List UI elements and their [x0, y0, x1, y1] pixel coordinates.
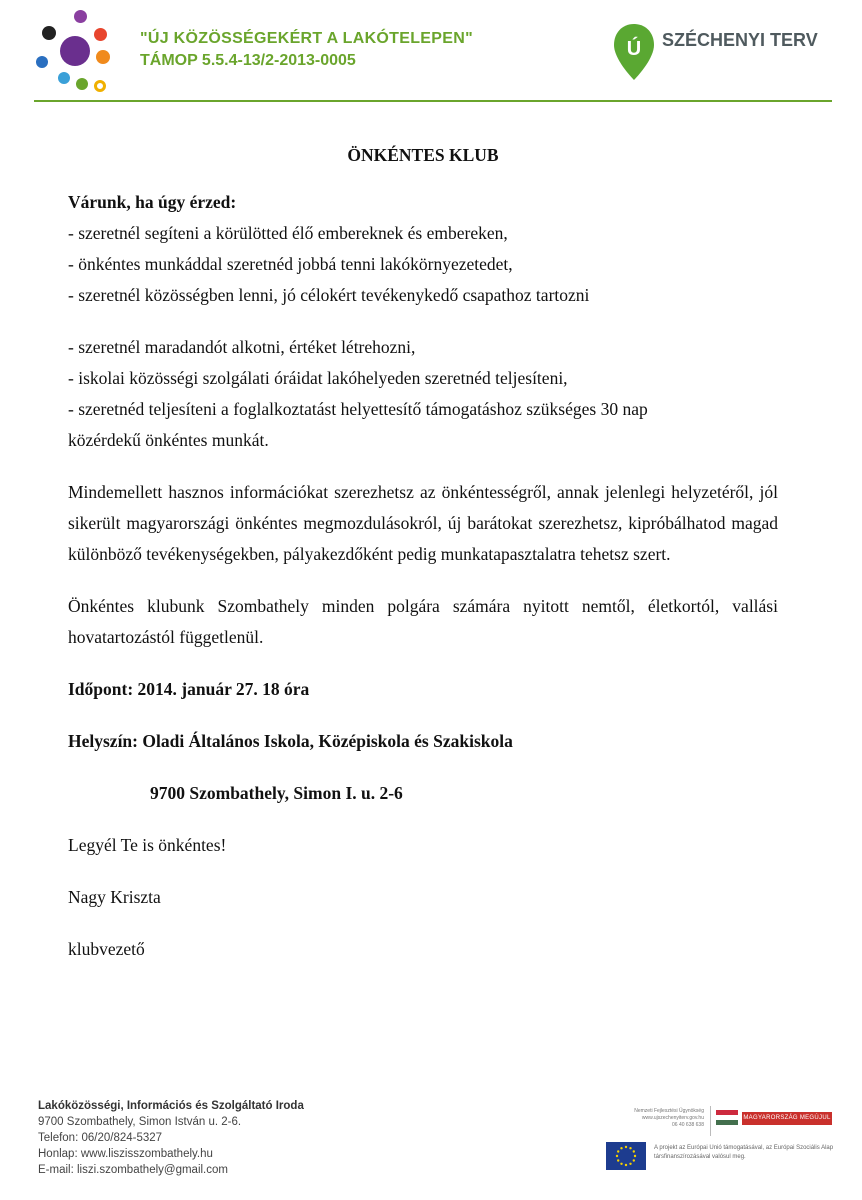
- footer-org: Lakóközösségi, Információs és Szolgáltató Iroda: [38, 1100, 304, 1112]
- eu-funding-note: A projekt az Európai Unió támogatásával, az Európai Szociális Alap társfinanszírozásával valósul meg.: [654, 1145, 834, 1160]
- document-title: ÖNKÉNTES KLUB: [347, 145, 499, 165]
- eu-flag-icon: [606, 1142, 646, 1170]
- logo-divider: [710, 1106, 711, 1136]
- hungarian-flag-icon: [716, 1110, 738, 1125]
- document-body: [68, 140, 778, 965]
- bullet-item: - szeretnél segíteni a körülötted élő embereknek és embereken,: [68, 223, 508, 243]
- openness-paragraph: Önkéntes klubunk Szombathely minden polgára számára nyitott nemtől, életkortól, vallási hovatartozástól függetlenül.: [68, 596, 778, 647]
- footer-phone: Telefon: 06/20/824-5327: [38, 1132, 163, 1144]
- nfu-logo: Nemzeti Fejlesztési Ügynökség www.ujszechenyiterv.gov.hu 06 40 638 638: [634, 1108, 704, 1128]
- event-time: Időpont: 2014. január 27. 18 óra: [68, 679, 310, 699]
- bullet-item: - szeretnél maradandót alkotni, értéket létrehozni,: [68, 337, 416, 357]
- magyarorszag-megujul-banner: MAGYARORSZÁG MEGÚJUL: [742, 1112, 832, 1125]
- bullet-item: - szeretnéd teljesíteni a foglalkoztatást helyettesítő támogatáshoz szükséges 30 nap: [68, 399, 648, 419]
- bullet-item: - iskolai közösségi szolgálati óráidat lakóhelyeden szeretnéd teljesíteni,: [68, 368, 568, 388]
- info-paragraph: Mindemellett hasznos információkat szerezhetsz az önkéntességről, annak jelenlegi helyzetéről, jól sikerült magyarországi önkéntes megmozdulásokról, új barátokat szerezhetsz, kipróbálhatod magad különböző tevékenységekben, pályakezdőként pedig munkatapasztalatra tehetsz szert.: [68, 482, 778, 564]
- event-address: 9700 Szombathely, Simon I. u. 2-6: [150, 783, 403, 803]
- footer-website: Honlap: www.liszisszombathely.hu: [38, 1148, 213, 1160]
- footer-email: E-mail: liszi.szombathely@gmail.com: [38, 1164, 228, 1176]
- funding-logos: [604, 1100, 834, 1180]
- signer-role: klubvezető: [68, 939, 145, 959]
- footer-contact: [38, 1098, 304, 1178]
- closing-line: Legyél Te is önkéntes!: [68, 835, 227, 855]
- szechenyi-badge-letter: Ú: [626, 38, 642, 60]
- szechenyi-pin-icon: [612, 22, 656, 82]
- project-logo: [30, 8, 130, 96]
- project-code: TÁMOP 5.5.4-13/2-2013-0005: [140, 52, 356, 69]
- bullet-continuation: közérdekű önkéntes munkát.: [68, 430, 269, 450]
- page-header: [0, 0, 862, 108]
- event-venue: Helyszín: Oladi Általános Iskola, Középiskola és Szakiskola: [68, 731, 513, 751]
- footer-address: 9700 Szombathely, Simon István u. 2-6.: [38, 1116, 242, 1128]
- bullet-item: - önkéntes munkáddal szeretnéd jobbá tenni lakókörnyezetedet,: [68, 254, 513, 274]
- signer-name: Nagy Kriszta: [68, 887, 161, 907]
- project-title: "ÚJ KÖZÖSSÉGEKÉRT A LAKÓTELEPEN": [140, 30, 473, 47]
- szechenyi-terv-name: SZÉCHENYI TERV: [662, 30, 818, 50]
- lead-text: Várunk, ha úgy érzed:: [68, 192, 237, 212]
- header-divider: [34, 100, 832, 102]
- bullet-item: - szeretnél közösségben lenni, jó célokért tevékenykedő csapathoz tartozni: [68, 285, 590, 305]
